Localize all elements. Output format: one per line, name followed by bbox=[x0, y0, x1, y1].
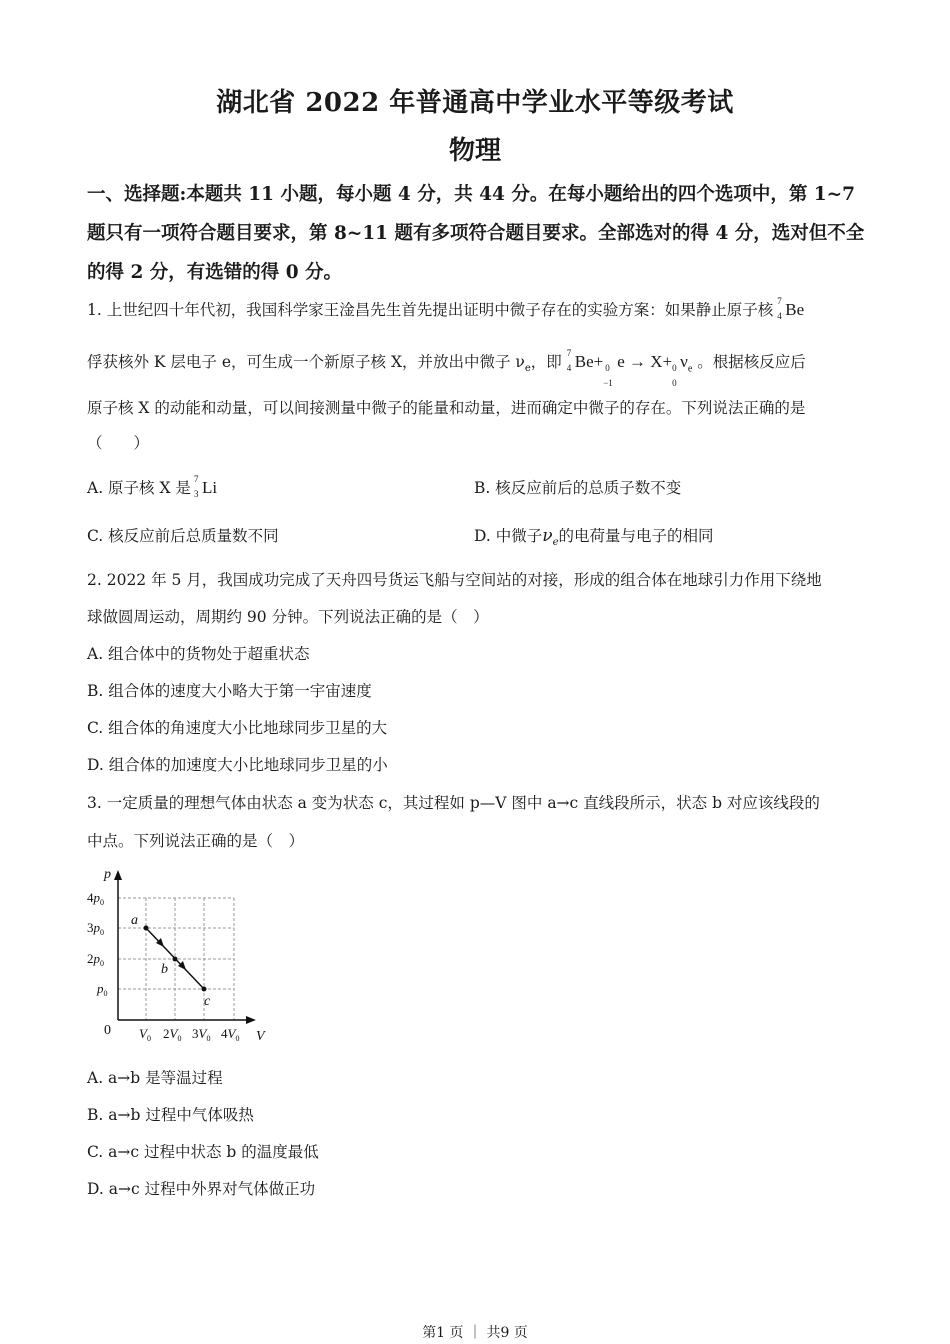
label-a: a bbox=[131, 913, 138, 928]
q1-option-c: C. 核反应前后总质量数不同 bbox=[87, 527, 279, 545]
q1-line3: 原子核 X 的动能和动量，可以间接测量中微子的能量和动量，进而确定中微子的存在。下列说法正确的是 bbox=[87, 399, 806, 417]
x-tick-2v0: $2V_0$ bbox=[163, 1026, 182, 1043]
exam-title: 湖北省 2022 年普通高中学业水平等级考试 bbox=[216, 88, 734, 118]
q1-option-a bbox=[87, 476, 217, 498]
x-axis-arrow bbox=[246, 1016, 256, 1024]
be7-nuclide: 7 4 Be bbox=[777, 296, 805, 321]
q2-line2: 球做圆周运动，周期约 90 分钟。下列说法正确的是（ ） bbox=[87, 608, 489, 626]
q3-line1: 3. 一定质量的理想气体由状态 a 变为状态 c，其过程如 p—V 图中 a→c 直线段所示，状态 b 对应该线段的 bbox=[87, 794, 820, 812]
point-b bbox=[173, 957, 178, 962]
q3-option-b: B. a→b 过程中气体吸热 bbox=[87, 1106, 254, 1124]
y-axis-arrow bbox=[114, 870, 122, 880]
exam-subject: 物理 bbox=[448, 136, 501, 166]
y-axis-label: p bbox=[104, 867, 111, 882]
y-tick-p0: $p_0$ bbox=[97, 981, 108, 998]
x-tick-3v0: $3V_0$ bbox=[192, 1026, 211, 1043]
point-a bbox=[144, 926, 149, 931]
q3-option-c: C. a→c 过程中状态 b 的温度最低 bbox=[87, 1143, 319, 1161]
q1-option-b: B. 核反应前后的总质子数不变 bbox=[474, 479, 682, 497]
page-footer: 第1 页 ｜ 共9 页 bbox=[422, 1325, 528, 1341]
q1-option-d-text1: D. 中微子 bbox=[474, 527, 543, 545]
q1-line2b-text: ，即 bbox=[530, 353, 562, 371]
q1-answer-paren: （ ） bbox=[87, 434, 150, 452]
x-tick-v0: $V_0$ bbox=[139, 1026, 151, 1043]
x-axis-label: V bbox=[256, 1029, 265, 1044]
li7-nuclide: 7 3 Li bbox=[193, 474, 218, 499]
y-tick-4p0: $4p_0$ bbox=[87, 890, 104, 907]
q1-option-d: D. 中微子$\nu_e$的电荷量与电子的相同 bbox=[474, 526, 714, 549]
point-c bbox=[202, 987, 207, 992]
label-b: b bbox=[161, 962, 168, 977]
q3-option-a: A. a→b 是等温过程 bbox=[87, 1069, 223, 1087]
q1-line2: 俘获核外 K 层电子 e，可生成一个新原子核 X，并放出中微子 $\nu_e$，即 7 4 Be+ 0 −1 e → X+ 0 0 $\nu_e$ 。根据核反应后 bbox=[87, 348, 806, 388]
x-tick-4v0: $4V_0$ bbox=[221, 1026, 240, 1043]
q1-line2a-text: 俘获核外 K 层电子 e，可生成一个新原子核 X，并放出中微子 ν bbox=[87, 353, 525, 371]
q1-line1 bbox=[87, 298, 804, 320]
q1-option-a-text: A. 原子核 X 是 bbox=[87, 479, 191, 497]
q3-line2: 中点。下列说法正确的是（ ） bbox=[87, 832, 305, 850]
q2-option-c: C. 组合体的角速度大小比地球同步卫星的大 bbox=[87, 719, 388, 737]
q2-line1: 2. 2022 年 5 月，我国成功完成了天舟四号货运飞船与空间站的对接，形成的组合体在地球引力作用下绕地 bbox=[87, 571, 822, 589]
q1-line2c-text: 。根据核反应后 bbox=[697, 353, 806, 371]
q1-line1-text: 1. 上世纪四十年代初，我国科学家王淦昌先生首先提出证明中微子存在的实验方案：如果静止原子核 bbox=[87, 301, 774, 319]
q3-option-d: D. a→c 过程中外界对气体做正功 bbox=[87, 1180, 316, 1198]
label-c: c bbox=[204, 994, 211, 1009]
q2-option-a: A. 组合体中的货物处于超重状态 bbox=[87, 645, 310, 663]
q2-option-d: D. 组合体的加速度大小比地球同步卫星的小 bbox=[87, 756, 388, 774]
y-tick-2p0: $2p_0$ bbox=[87, 951, 104, 968]
origin-label: 0 bbox=[104, 1023, 111, 1038]
q1-option-d-text2: 的电荷量与电子的相同 bbox=[558, 527, 714, 545]
reaction-equation: 7 4 Be+ 0 −1 e → X+ 0 0 $\nu_e$ bbox=[566, 348, 693, 388]
section-instructions: 一、选择题:本题共 11 小题，每小题 4 分，共 44 分。在每小题给出的四个选项中，第 1~7 题只有一项符合题目要求，第 8~11 题有多项符合题目要求。全部选对的得 4 分，选对但不全的得 2 分，有选错的得 0 分。 bbox=[87, 184, 865, 283]
q2-option-b: B. 组合体的速度大小略大于第一宇宙速度 bbox=[87, 682, 372, 700]
y-tick-3p0: $3p_0$ bbox=[87, 920, 104, 937]
pv-diagram bbox=[84, 866, 284, 1046]
